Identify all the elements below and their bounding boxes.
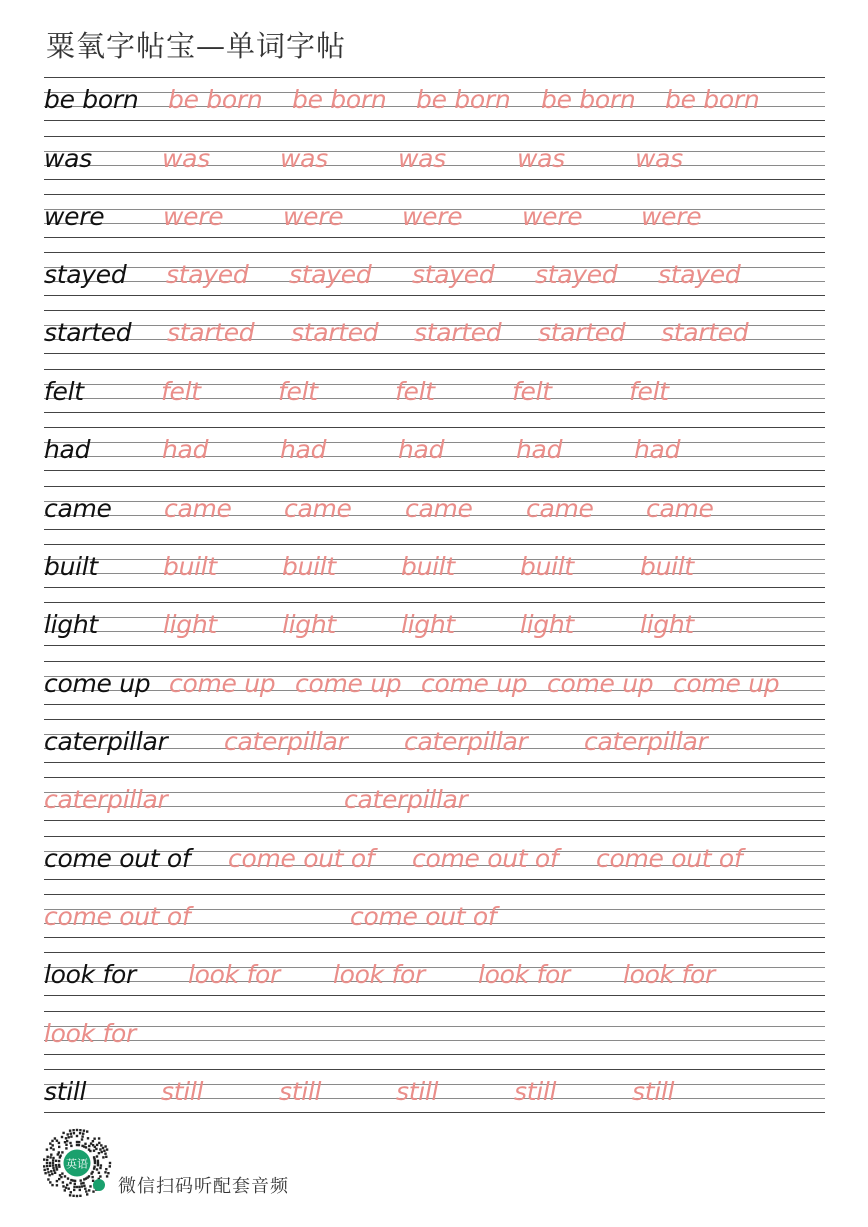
trace-word: still (396, 1077, 439, 1106)
model-word: stayed (44, 260, 127, 289)
page-title: 粟氧字帖宝—单词字帖 (46, 29, 347, 63)
trace-word: had (516, 435, 563, 464)
model-word: come up (44, 669, 151, 698)
trace-word: be born (292, 85, 387, 114)
trace-word: be born (168, 85, 263, 114)
trace-word: felt (512, 377, 552, 406)
practice-row (44, 486, 825, 530)
practice-row (44, 369, 825, 413)
trace-word: light (282, 610, 336, 639)
trace-word: were (402, 202, 463, 231)
trace-word: look for (478, 960, 570, 989)
trace-word: felt (629, 377, 669, 406)
trace-word: still (514, 1077, 557, 1106)
trace-word: look for (333, 960, 425, 989)
model-word: caterpillar (44, 727, 168, 756)
trace-word: light (640, 610, 694, 639)
trace-word: stayed (412, 260, 495, 289)
trace-word: came (526, 494, 594, 523)
practice-row (44, 661, 825, 705)
trace-word: started (167, 318, 255, 347)
trace-word: light (401, 610, 455, 639)
trace-word: started (291, 318, 379, 347)
model-word: was (44, 144, 92, 173)
practice-row (44, 952, 825, 996)
practice-row (44, 1011, 825, 1055)
trace-word: look for (188, 960, 280, 989)
trace-word: stayed (658, 260, 741, 289)
trace-word: were (522, 202, 583, 231)
trace-word: stayed (166, 260, 249, 289)
trace-word: still (161, 1077, 204, 1106)
trace-word: were (163, 202, 224, 231)
trace-word: built (520, 552, 574, 581)
trace-word: had (162, 435, 209, 464)
trace-word: built (163, 552, 217, 581)
practice-row (44, 836, 825, 880)
trace-word: light (520, 610, 574, 639)
model-word: come out of (44, 844, 191, 873)
trace-word: come up (169, 669, 276, 698)
footer-audio-hint: 微信扫码听配套音频 (118, 1176, 289, 1197)
trace-word: stayed (535, 260, 618, 289)
app-dot-icon (93, 1179, 105, 1191)
trace-word: be born (541, 85, 636, 114)
trace-word: had (398, 435, 445, 464)
badge-text: 英语 (66, 1157, 88, 1171)
model-word: light (44, 610, 98, 639)
practice-row (44, 136, 825, 180)
trace-word: caterpillar (224, 727, 348, 756)
trace-word: came (405, 494, 473, 523)
model-word: felt (44, 377, 84, 406)
trace-word: stayed (289, 260, 372, 289)
trace-word: started (414, 318, 502, 347)
trace-word: come out of (44, 902, 191, 931)
trace-word: come out of (350, 902, 497, 931)
model-word: started (44, 318, 132, 347)
trace-word: caterpillar (584, 727, 708, 756)
trace-word: came (284, 494, 352, 523)
trace-word: had (634, 435, 681, 464)
trace-word: caterpillar (44, 785, 168, 814)
trace-word: built (401, 552, 455, 581)
practice-row (44, 252, 825, 296)
trace-word: come up (421, 669, 528, 698)
practice-row (44, 602, 825, 646)
model-word: be born (44, 85, 139, 114)
trace-word: came (164, 494, 232, 523)
trace-word: come out of (596, 844, 743, 873)
trace-word: light (163, 610, 217, 639)
trace-word: built (282, 552, 336, 581)
trace-word: started (661, 318, 749, 347)
model-word: came (44, 494, 112, 523)
model-word: still (44, 1077, 87, 1106)
trace-word: come out of (412, 844, 559, 873)
trace-word: be born (665, 85, 760, 114)
trace-word: felt (278, 377, 318, 406)
trace-word: caterpillar (404, 727, 528, 756)
model-word: look for (44, 960, 136, 989)
trace-word: come up (547, 669, 654, 698)
practice-row (44, 719, 825, 763)
trace-word: were (641, 202, 702, 231)
trace-word: look for (623, 960, 715, 989)
model-word: had (44, 435, 91, 464)
qr-code-graphic (42, 1128, 112, 1198)
model-word: built (44, 552, 98, 581)
trace-word: felt (395, 377, 435, 406)
trace-word: came (646, 494, 714, 523)
trace-word: started (538, 318, 626, 347)
trace-word: felt (161, 377, 201, 406)
practice-row (44, 310, 825, 354)
model-word: were (44, 202, 105, 231)
trace-word: caterpillar (344, 785, 468, 814)
practice-row (44, 194, 825, 238)
trace-word: was (398, 144, 446, 173)
trace-word: built (640, 552, 694, 581)
trace-word: was (517, 144, 565, 173)
practice-row (44, 1069, 825, 1113)
trace-word: come up (673, 669, 780, 698)
trace-word: was (635, 144, 683, 173)
practice-row (44, 544, 825, 588)
trace-word: was (162, 144, 210, 173)
trace-word: still (279, 1077, 322, 1106)
trace-word: still (632, 1077, 675, 1106)
trace-word: look for (44, 1019, 136, 1048)
practice-row (44, 77, 825, 121)
trace-word: be born (416, 85, 511, 114)
trace-word: come up (295, 669, 402, 698)
trace-word: were (283, 202, 344, 231)
trace-word: was (280, 144, 328, 173)
qr-code-icon[interactable] (42, 1128, 112, 1198)
practice-row (44, 427, 825, 471)
practice-row (44, 894, 825, 938)
practice-row (44, 777, 825, 821)
trace-word: come out of (228, 844, 375, 873)
trace-word: had (280, 435, 327, 464)
